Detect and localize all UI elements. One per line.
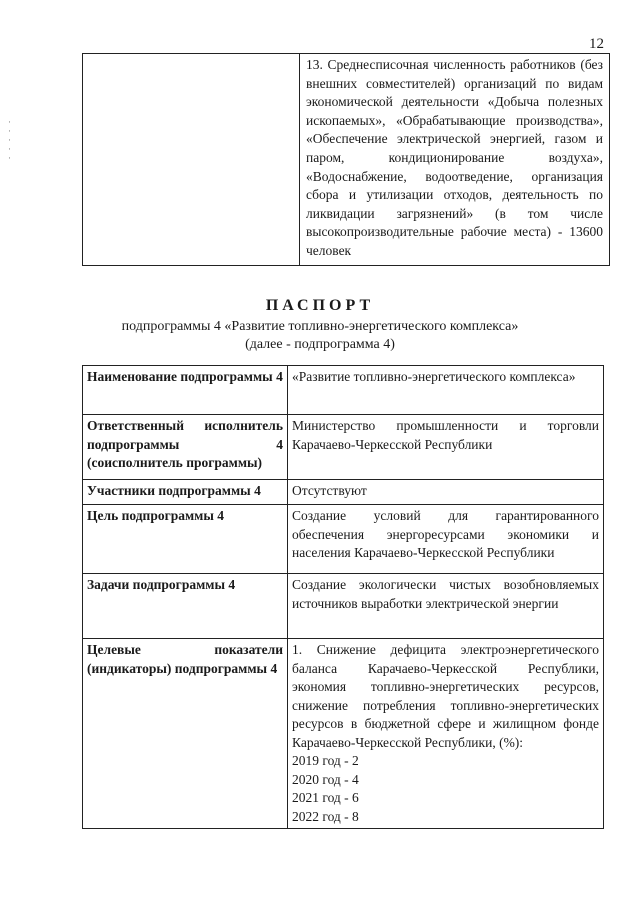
row-label: Цель подпрограммы 4 xyxy=(83,505,288,574)
row-value: Создание экологически чистых возобновляемых источников выработки электрической энергии xyxy=(288,574,604,639)
passport-subtitle xyxy=(0,318,640,354)
subtitle-line-2: (далее - подпрограмма 4) xyxy=(245,337,395,352)
row-value: Отсутствуют xyxy=(288,480,604,505)
row-label: Задачи подпрограммы 4 xyxy=(83,574,288,639)
row-label: Участники подпрограммы 4 xyxy=(83,480,288,505)
subtitle-line-1: подпрограммы 4 «Развитие топливно-энергетического комплекса» xyxy=(121,319,519,334)
row-value: Создание условий для гарантированного обеспечения энергоресурсами экономики и населения Карачаево-Черкесской Республики xyxy=(288,505,604,574)
row-value: «Развитие топливно-энергетического комплекса» xyxy=(288,366,604,415)
table-row xyxy=(83,639,604,829)
year-value: 2020 год - 4 xyxy=(292,771,359,787)
indicator-text: 1. Снижение дефицита электроэнергетического баланса Карачаево-Черкесской Республики, экономия топливно-энергетических ресурсов, снижение потребления топливно-энергетических ресурсов в бюджетной сфере и жилищном фонде Карачаево-Черкесской Республики, (%): xyxy=(292,642,599,750)
table-row xyxy=(83,54,610,266)
row-label: Наименование подпрограммы 4 xyxy=(83,366,288,415)
year-value: 2021 год - 6 xyxy=(292,790,359,805)
year-value: 2019 год - 2 xyxy=(292,753,359,768)
passport-table xyxy=(82,365,604,829)
row-label: Ответственный исполнитель подпрограммы 4 (соисполнитель программы) xyxy=(83,415,288,480)
row-label: Целевые показатели (индикаторы) подпрограммы 4 xyxy=(83,639,288,829)
empty-cell xyxy=(83,54,300,266)
year-value: 2022 год - 8 xyxy=(292,808,359,824)
binding-marks: · · · · · xyxy=(8,117,11,163)
row-value: Министерство промышленности и торговли Карачаево-Черкесской Республики xyxy=(288,415,604,480)
table-row xyxy=(83,505,604,574)
table-row xyxy=(83,574,604,639)
continuation-table xyxy=(82,53,610,266)
table-row xyxy=(83,366,604,415)
passport-title: ПАСПОРТ xyxy=(265,297,375,314)
table-row xyxy=(83,415,604,480)
row-value xyxy=(288,639,604,829)
table-row xyxy=(83,480,604,505)
indicator-13-cell: 13. Среднесписочная численность работников (без внешних совместителей) организаций по видам экономической деятельности «Добыча полезных ископаемых», «Обрабатывающие производства», «Обеспечение электрической энергией, газом и паром, кондиционирование воздуха», «Водоснабжение, водоотведение, организация сбора и утилизации отходов, деятельность по ликвидации загрязнений» (в том числе высокопроизводительные рабочие места) - 13600 человек xyxy=(300,54,610,266)
page-number: 12 xyxy=(589,36,604,52)
